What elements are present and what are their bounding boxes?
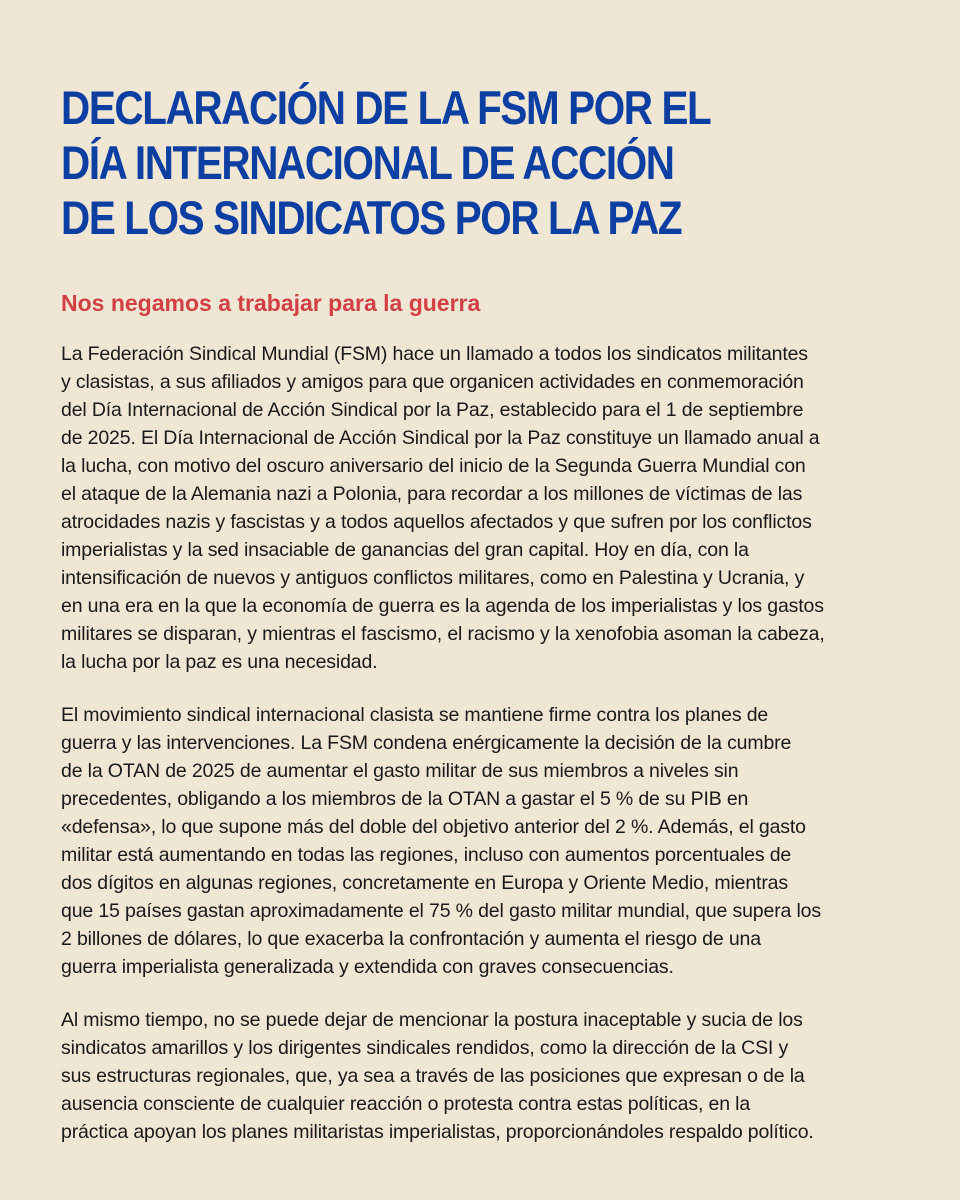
text-line: intensificación de nuevos y antiguos conflictos militares, como en Palestina y Ucrania, y [61,567,805,589]
text-line: que 15 países gastan aproximadamente el 75 % del gasto militar mundial, que supera los [61,900,821,922]
text-line: guerra y las intervenciones. La FSM condena enérgicamente la decisión de la cumbre [61,732,792,754]
paragraph-1 [61,340,921,676]
text-line: del Día Internacional de Acción Sindical por la Paz, establecido para el 1 de septiembre [61,399,804,421]
paragraph-2 [61,701,921,981]
text-line: «defensa», lo que supone más del doble del objetivo anterior del 2 %. Además, el gasto [61,816,806,838]
text-line: práctica apoyan los planes militaristas imperialistas, proporcionándoles respaldo político. [61,1121,814,1143]
text-line: la lucha, con motivo del oscuro aniversario del inicio de la Segunda Guerra Mundial con [61,455,806,477]
text-line: sus estructuras regionales, que, ya sea a través de las posiciones que expresan o de la [61,1065,805,1087]
page-title [61,80,818,245]
text-line: militares se disparan, y mientras el fascismo, el racismo y la xenofobia asoman la cabeza, [61,623,825,645]
subtitle: Nos negamos a trabajar para la guerra [61,290,481,316]
text-line: precedentes, obligando a los miembros de la OTAN a gastar el 5 % de su PIB en [61,788,749,810]
text-line: la lucha por la paz es una necesidad. [61,651,378,673]
text-line: el ataque de la Alemania nazi a Polonia, para recordar a los millones de víctimas de las [61,483,803,505]
title-line: DE LOS SINDICATOS POR LA PAZ [61,191,682,244]
text-line: ausencia consciente de cualquier reacción o protesta contra estas políticas, en la [61,1093,751,1115]
text-line: militar está aumentando en todas las regiones, incluso con aumentos porcentuales de [61,844,792,866]
text-line: 2 billones de dólares, lo que exacerba la confrontación y aumenta el riesgo de una [61,928,761,950]
text-line: El movimiento sindical internacional clasista se mantiene firme contra los planes de [61,704,769,726]
text-line: Al mismo tiempo, no se puede dejar de mencionar la postura inaceptable y sucia de los [61,1009,803,1031]
text-line: de la OTAN de 2025 de aumentar el gasto militar de sus miembros a niveles sin [61,760,739,782]
text-line: de 2025. El Día Internacional de Acción Sindical por la Paz constituye un llamado anual a [61,427,820,449]
text-line: guerra imperialista generalizada y extendida con graves consecuencias. [61,956,674,978]
declaration-page [61,80,921,1146]
paragraph-3 [61,1006,921,1146]
text-line: atrocidades nazis y fascistas y a todos aquellos afectados y que sufren por los conflictos [61,511,812,533]
text-line: dos dígitos en algunas regiones, concretamente en Europa y Oriente Medio, mientras [61,872,788,894]
text-line: en una era en la que la economía de guerra es la agenda de los imperialistas y los gastos [61,595,824,617]
text-line: imperialistas y la sed insaciable de ganancias del gran capital. Hoy en día, con la [61,539,749,561]
text-line: La Federación Sindical Mundial (FSM) hace un llamado a todos los sindicatos militantes [61,343,808,365]
title-line: DECLARACIÓN DE LA FSM POR EL [61,81,711,134]
title-line: DÍA INTERNACIONAL DE ACCIÓN [61,136,674,189]
text-line: sindicatos amarillos y los dirigentes sindicales rendidos, como la dirección de la CSI y [61,1037,789,1059]
text-line: y clasistas, a sus afiliados y amigos para que organicen actividades en conmemoración [61,371,804,393]
